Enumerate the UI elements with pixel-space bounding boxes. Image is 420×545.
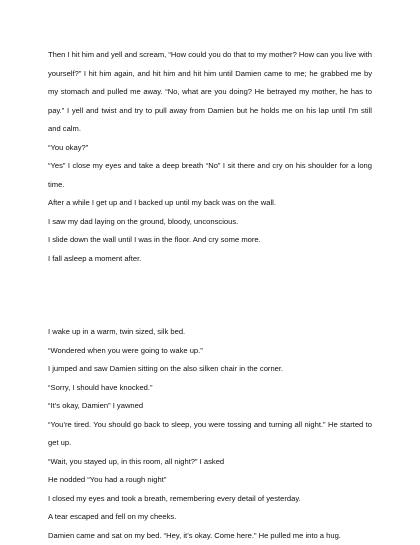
section-break: [48, 268, 372, 323]
section-2: [48, 323, 372, 545]
paragraph: I wake up in a warm, twin sized, silk bed.: [48, 323, 372, 342]
paragraph: “Wondered when you were going to wake up.”: [48, 342, 372, 361]
paragraph: I slide down the wall until I was in the floor. And cry some more.: [48, 231, 372, 250]
paragraph: “You’re tired. You should go back to sleep, you were tossing and turning all night.” He started to get up.: [48, 416, 372, 453]
paragraph: “You okay?”: [48, 139, 372, 158]
paragraph: Then I hit him and yell and scream, “How could you do that to my mother? How can you live with yourself?” I hit him again, and hit him and hit him until Damien came to me; he grabbed me by my stomach and pulled me away. “No, what are you doing? He betrayed my mother, he has to pay.” I yell and twist and try to pull away from Damien but he holds me on his lap until I’m still and calm.: [48, 46, 372, 139]
paragraph: After a while I get up and I backed up until my back was on the wall.: [48, 194, 372, 213]
paragraph: “Sorry, I should have knocked.”: [48, 379, 372, 398]
paragraph: A tear escaped and fell on my cheeks.: [48, 508, 372, 527]
paragraph: I closed my eyes and took a breath, remembering every detail of yesterday.: [48, 490, 372, 509]
paragraph: I saw my dad laying on the ground, bloody, unconscious.: [48, 213, 372, 232]
paragraph: “Wait, you stayed up, in this room, all night?” I asked: [48, 453, 372, 472]
paragraph: “Yes” I close my eyes and take a deep breath “No” I sit there and cry on his shoulder for a long time.: [48, 157, 372, 194]
paragraph: I jumped and saw Damien sitting on the also silken chair in the corner.: [48, 360, 372, 379]
paragraph: Damien came and sat on my bed. “Hey, it’s okay. Come here.” He pulled me into a hug.: [48, 527, 372, 545]
paragraph: I fall asleep a moment after.: [48, 250, 372, 269]
paragraph: He nodded “You had a rough night”: [48, 471, 372, 490]
section-1: [48, 46, 372, 268]
paragraph: “It’s okay, Damien” I yawned: [48, 397, 372, 416]
